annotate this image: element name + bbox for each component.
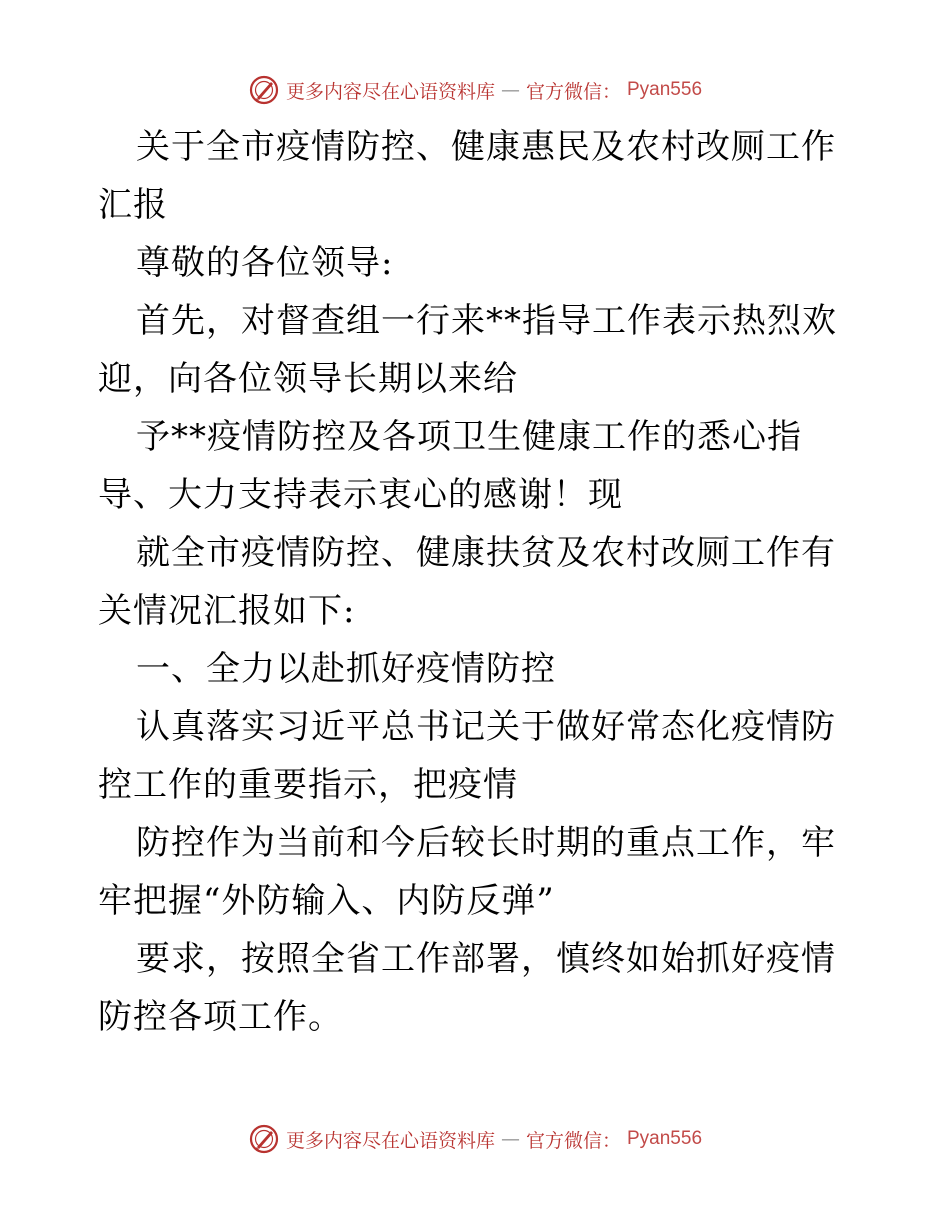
document-body xyxy=(98,118,858,1046)
salutation: 尊敬的各位领导: xyxy=(136,243,394,283)
body-paragraph: 认真落实习近平总书记关于做好常态化疫情防控工作的重要指示，把疫情 xyxy=(98,707,836,805)
header-watermark xyxy=(0,70,950,110)
body-paragraph: 防控作为当前和今后较长时期的重点工作，牢牢把握“外防输入、内防反弹” xyxy=(98,823,836,921)
watermark-wechat-id: Pyan556 xyxy=(627,1128,703,1149)
body-paragraph: 就全市疫情防控、健康扶贫及农村改厕工作有关情况汇报如下: xyxy=(98,533,836,631)
watermark-prefix: 更多内容尽在心语资料库 xyxy=(285,80,495,103)
footer-watermark xyxy=(0,1119,950,1159)
watermark-prefix: 更多内容尽在心语资料库 xyxy=(285,1129,495,1152)
watermark-separator: — xyxy=(500,1128,520,1150)
quill-logo-icon xyxy=(248,74,280,106)
watermark-wechat-id: Pyan556 xyxy=(627,79,703,100)
watermark-official-label: 官方微信： xyxy=(525,1129,621,1152)
watermark-official-label: 官方微信： xyxy=(525,80,621,103)
section-heading: 一、全力以赴抓好疫情防控 xyxy=(136,649,556,689)
body-paragraph: 首先，对督查组一行来**指导工作表示热烈欢迎，向各位领导长期以来给 xyxy=(98,301,837,399)
quill-logo-icon xyxy=(248,1123,280,1155)
watermark-separator: — xyxy=(500,79,520,101)
body-paragraph: 予**疫情防控及各项卫生健康工作的悉心指导、大力支持表示衷心的感谢！现 xyxy=(98,417,802,515)
document-title: 关于全市疫情防控、健康惠民及农村改厕工作汇报 xyxy=(98,127,836,225)
body-paragraph: 要求，按照全省工作部署，慎终如始抓好疫情防控各项工作。 xyxy=(98,939,836,1037)
